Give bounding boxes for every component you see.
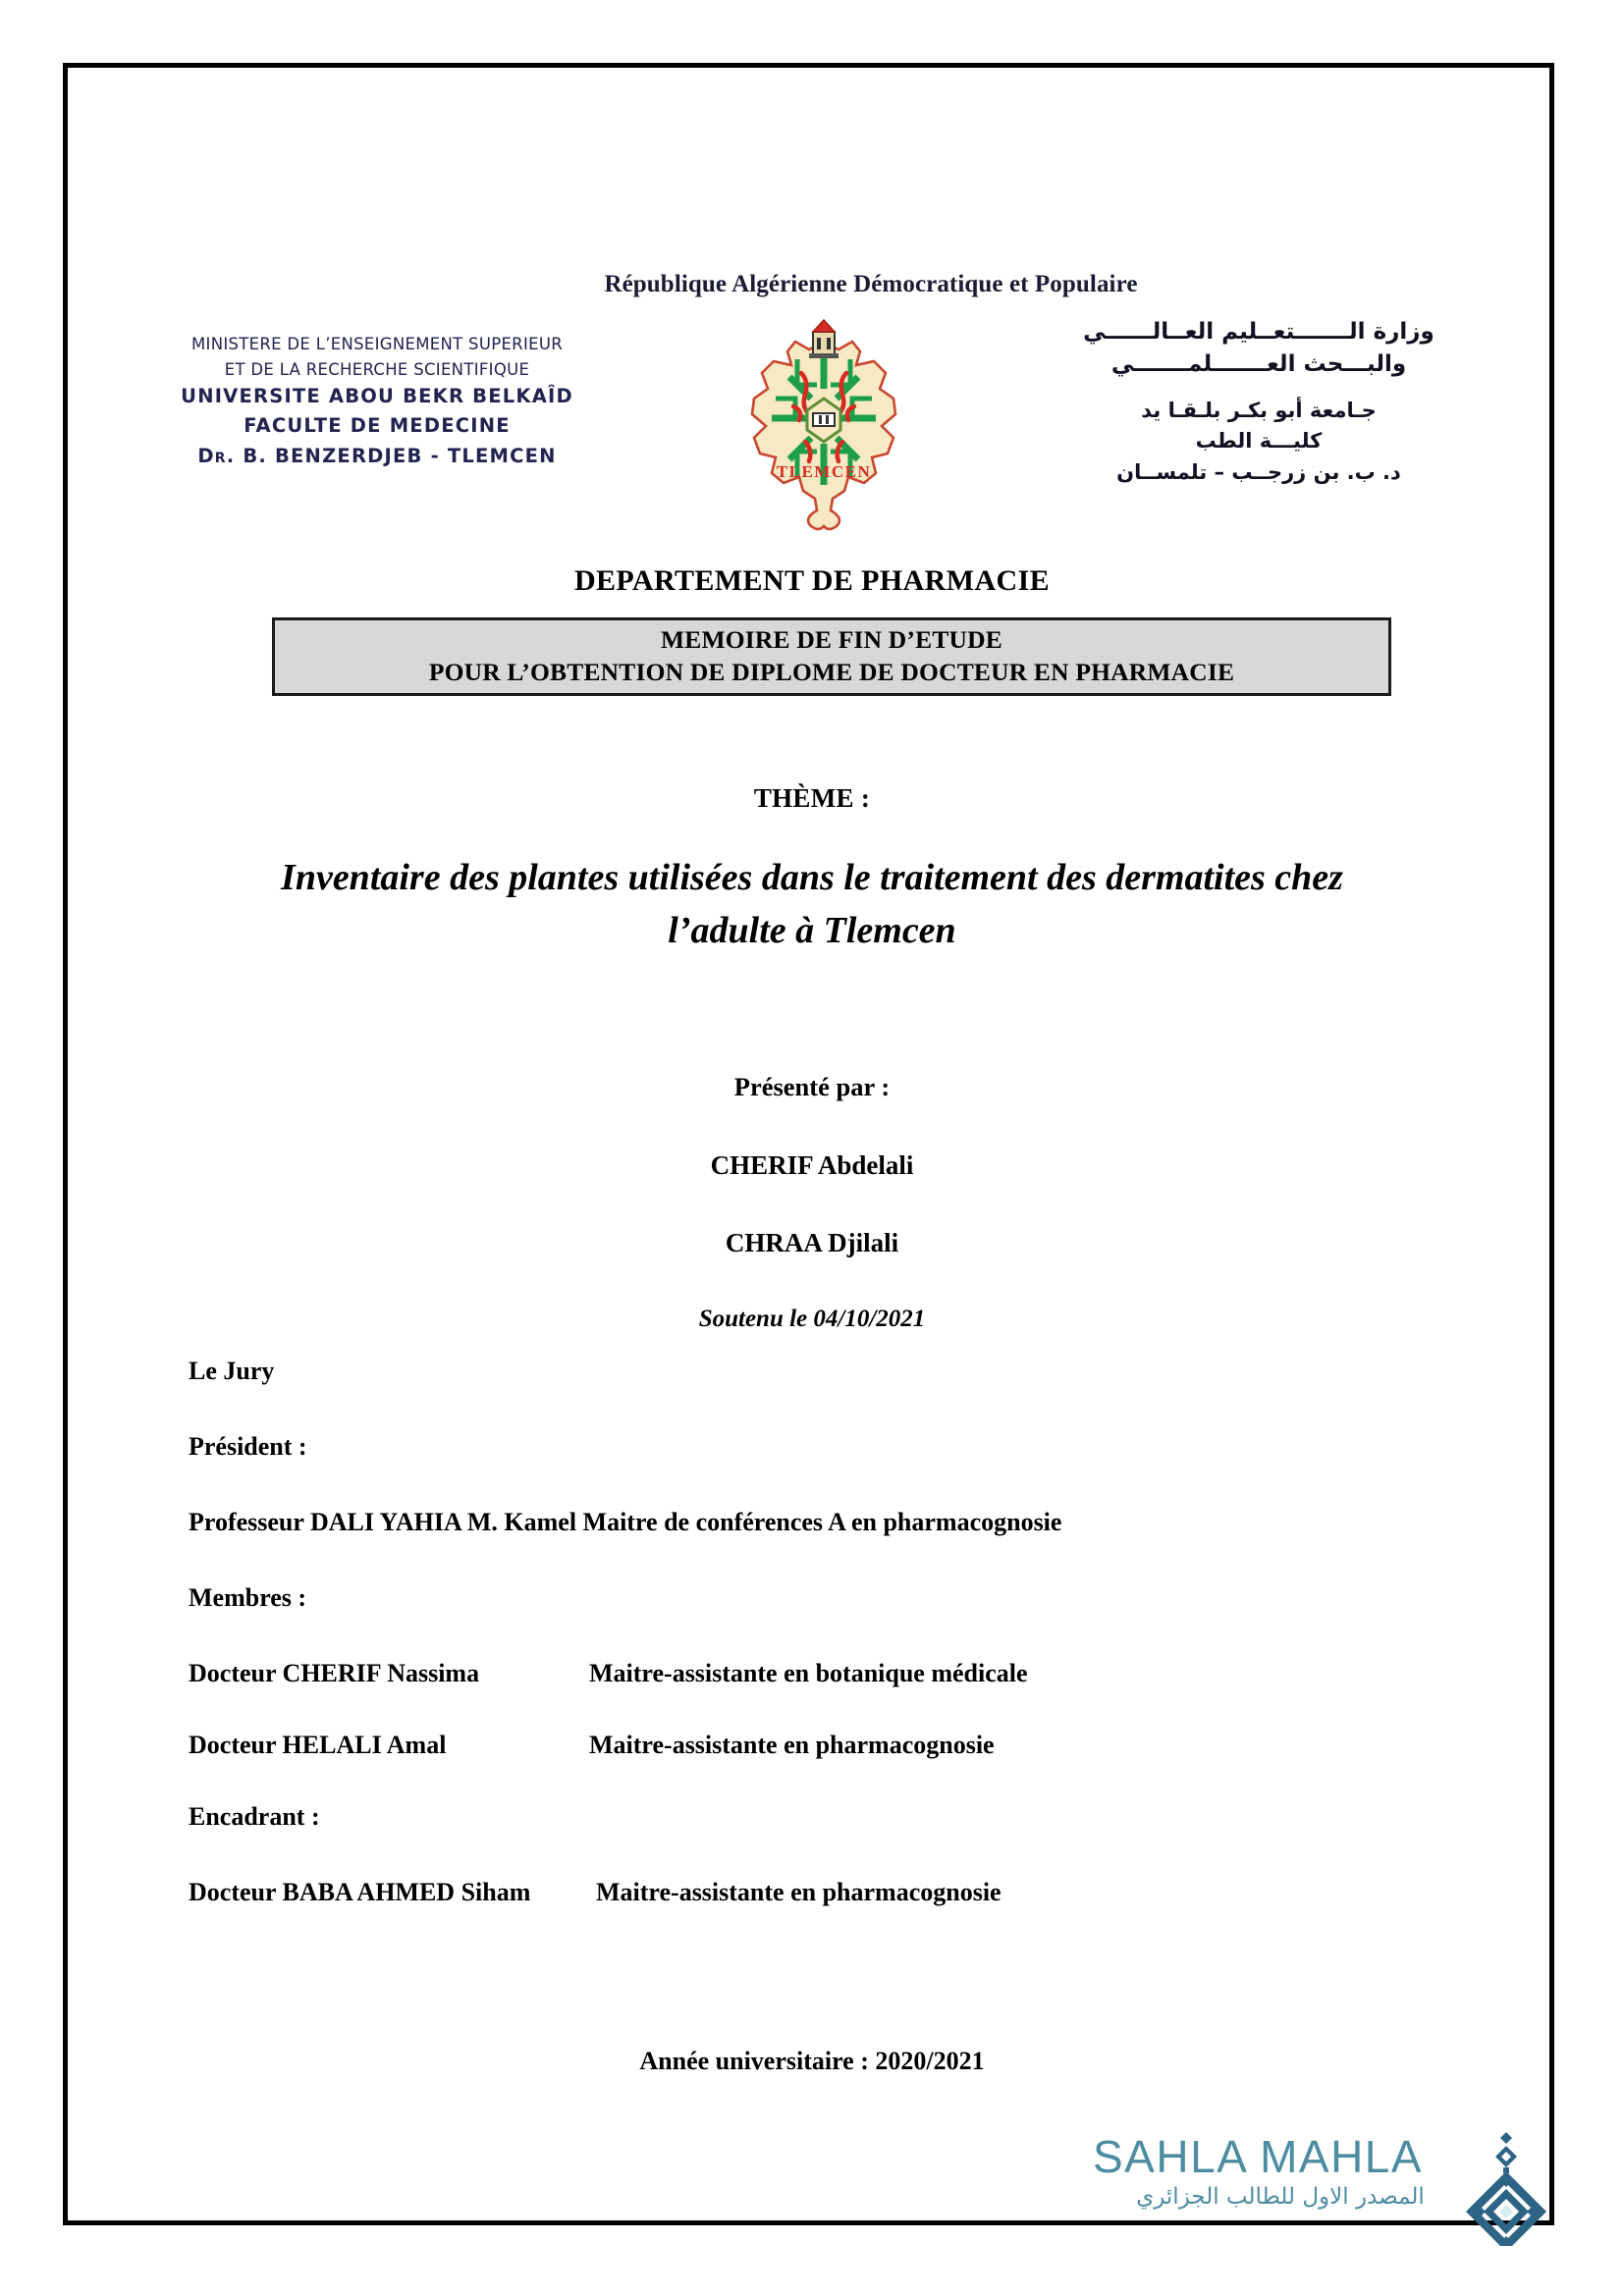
arabic-faculty-location: د. ب. بن زرجــب – تلمســان xyxy=(1116,459,1401,484)
university-emblem xyxy=(750,316,897,532)
presented-by-block xyxy=(0,1072,1624,1333)
ministry-line-2: ET DE LA RECHERCHE SCIENTIFIQUE xyxy=(224,359,530,379)
jury-member-role: Maitre-assistante en pharmacognosie xyxy=(589,1731,995,1759)
jury-member-row xyxy=(189,1659,1445,1688)
jury-member-name: Docteur HELALI Amal xyxy=(189,1731,447,1759)
theme-label: THÈME : xyxy=(753,783,871,813)
watermark-text-group xyxy=(1093,2130,1468,2210)
faculty-name: FACULTE DE MEDECINE xyxy=(244,414,511,438)
watermark-title: SAHLA MAHLA xyxy=(1093,2131,1424,2182)
academic-year: Année universitaire : 2020/2021 xyxy=(639,2047,985,2075)
jury-supervisor-role: Maitre-assistante en pharmacognosie xyxy=(596,1878,1001,1906)
faculty-location-small: R xyxy=(214,450,227,466)
defense-date: Soutenu le 04/10/2021 xyxy=(698,1306,926,1332)
republic-heading-text: République Algérienne Démocratique et Populaire xyxy=(604,271,1138,297)
jury-member-role: Maitre-assistante en botanique médicale xyxy=(589,1659,1028,1687)
arabic-faculty-name: كليـــة الطب xyxy=(1195,429,1323,454)
header-row xyxy=(63,316,1554,552)
memoire-type-box xyxy=(272,617,1391,696)
jury-member-name: Docteur CHERIF Nassima xyxy=(189,1659,480,1687)
jury-block xyxy=(189,1357,1445,1949)
ministry-block xyxy=(141,332,613,471)
presented-by-label: Présenté par : xyxy=(733,1072,891,1101)
emblem-caption: TLEMCEN xyxy=(776,462,872,481)
jury-president-name: Professeur DALI YAHIA M. Kamel Maitre de conférences A en pharmacognosie xyxy=(189,1508,1062,1536)
ministry-line-1: MINISTERE DE L’ENSEIGNEMENT SUPERIEUR xyxy=(191,335,563,353)
watermark-subtitle: المصدر الاول للطالب الجزائري xyxy=(1136,2184,1425,2210)
memoire-line-1: MEMOIRE DE FIN D’ETUDE xyxy=(661,625,1002,655)
republic-heading xyxy=(0,271,1624,298)
arabic-ministry-line-1: وزارة الـــــــتعــليم العــالــــــي xyxy=(1083,319,1435,345)
sahla-mahla-watermark xyxy=(1093,2130,1554,2246)
faculty-location-rest: . B. BENZERDJEB - TLEMCEN xyxy=(226,444,557,467)
jury-supervisor-label: Encadrant : xyxy=(189,1802,320,1831)
jury-member-row xyxy=(189,1731,1445,1760)
diamond-ornament-icon xyxy=(1464,2130,1548,2246)
jury-members-label: Membres : xyxy=(189,1583,307,1612)
jury-heading: Le Jury xyxy=(189,1357,275,1385)
arabic-university-name: جـامعة أبو بكـر بلـقـا يد xyxy=(1141,398,1377,422)
author-name-2: CHRAA Djilali xyxy=(725,1228,899,1257)
jury-supervisor-row xyxy=(189,1878,1445,1907)
department-title: DEPARTEMENT DE PHARMACIE xyxy=(573,564,1051,597)
author-name-1: CHERIF Abdelali xyxy=(710,1150,914,1180)
thesis-title: Inventaire des plantes utilisées dans le traitement des dermatites chez l’adulte à Tlemcen xyxy=(281,857,1343,951)
memoire-line-2: POUR L’OBTENTION DE DIPLOME DE DOCTEUR EN PHARMACIE xyxy=(428,658,1235,686)
jury-president-label: Président : xyxy=(189,1432,307,1461)
arabic-header-block xyxy=(1028,316,1489,488)
faculty-location xyxy=(141,442,613,471)
faculty-location-prefix: D xyxy=(197,444,215,467)
jury-supervisor-name: Docteur BABA AHMED Siham xyxy=(189,1878,531,1906)
arabic-ministry-line-2: والبـــحث العـــــــلمـــــــي xyxy=(1110,351,1407,378)
university-name: UNIVERSITE ABOU BEKR BELKAÎD xyxy=(181,385,573,408)
